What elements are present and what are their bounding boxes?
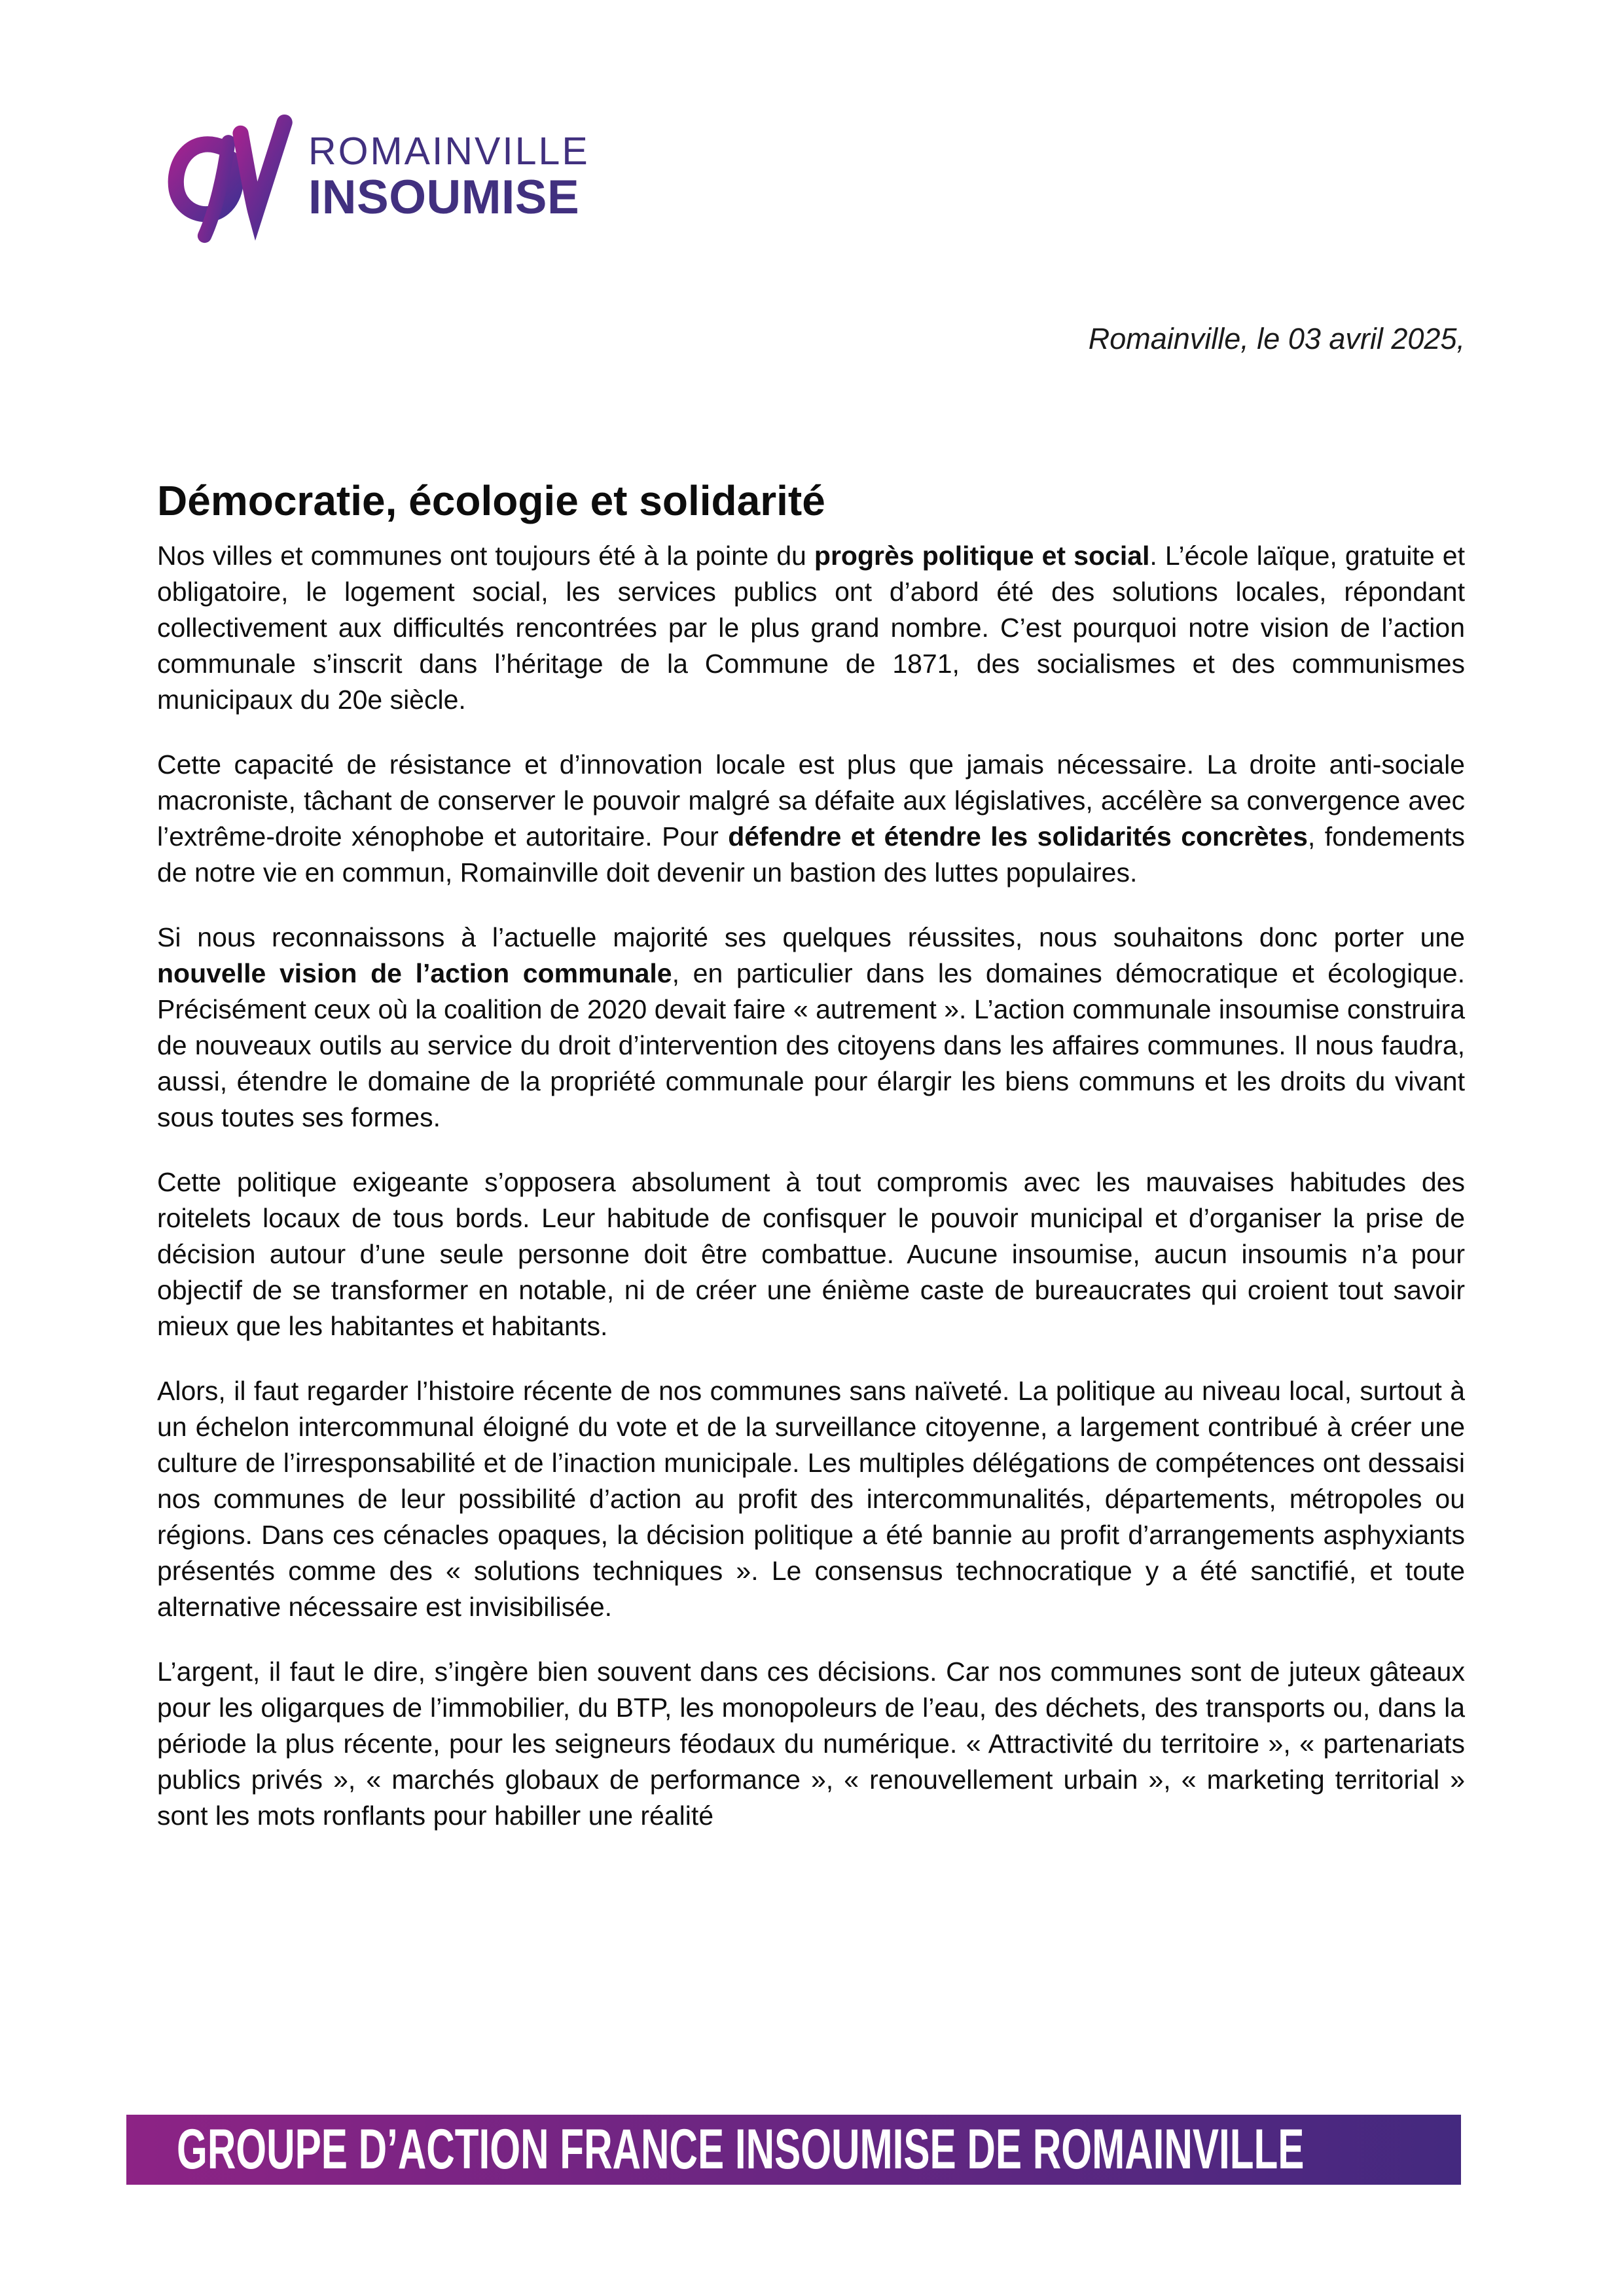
date-line: Romainville, le 03 avril 2025,	[1088, 322, 1465, 355]
footer-banner	[126, 2115, 1461, 2185]
paragraph-bold-segment: progrès politique et social	[814, 541, 1150, 571]
logo-brand-top: ROMAINVILLE	[308, 130, 590, 173]
paragraph-segment: . L’école laïque, gratuite et obligatoire, le logement social, les services publics ont d’abord été des solutions locales, répondant collectivement aux difficultés rencontrées par le plus grand nombre. C’est pourquoi notre vision de l’action communale s’inscrit dans l’héritage de la Commune de 1871, des socialismes et des communismes municipaux du 20e siècle.	[157, 541, 1465, 715]
page-title: Démocratie, écologie et solidarité	[157, 476, 825, 524]
paragraph	[157, 1373, 1465, 1625]
paragraph-segment: Nos villes et communes ont toujours été à la pointe du	[157, 541, 814, 571]
paragraph-bold-segment: nouvelle vision de l’action communale	[157, 958, 672, 988]
logo-text	[308, 130, 590, 224]
paragraph-segment: Cette capacité de résistance et d’innovation locale est plus que jamais nécessaire. La droite anti-sociale macroniste, tâchant de conserver le pouvoir malgré sa défaite aux législatives, accélère sa convergence avec l’extrême-droite xénophobe et autoritaire. Pour	[157, 749, 1465, 852]
paragraph-segment: , fondements de notre vie en commun, Romainville doit devenir un bastion des luttes populaires.	[157, 821, 1466, 888]
logo-brand-bottom: INSOUMISE	[308, 171, 580, 224]
footer-banner-text: GROUPE D’ACTION FRANCE INSOUMISE DE ROMAINVILLE	[177, 2118, 1305, 2181]
paragraph	[157, 920, 1465, 1136]
logo-phi-check-icon	[165, 105, 299, 249]
paragraph	[157, 538, 1465, 718]
logo	[165, 105, 590, 249]
paragraph-segment: Alors, il faut regarder l’histoire récente de nos communes sans naïveté. La politique au niveau local, surtout à un échelon intercommunal éloigné du vote et de la surveillance citoyenne, a largement contribué à créer une culture de l’irresponsabilité et de l’inaction municipale. Les multiples délégations de compétences ont dessaisi nos communes de leur possibilité d’action au profit des intercommunalités, départements, métropoles ou régions. Dans ces cénacles opaques, la décision politique a été bannie au profit d’arrangements asphyxiants présentés comme des « solutions techniques ». Le consensus technocratique y a été sanctifié, et toute alternative nécessaire est invisibilisée.	[157, 1376, 1465, 1622]
paragraph-segment: Cette politique exigeante s’opposera absolument à tout compromis avec les mauvaises habitudes des roitelets locaux de tous bords. Leur habitude de confisquer le pouvoir municipal et d’organiser la prise de décision autour d’une seule personne doit être combattue. Aucune insoumise, aucun insoumis n’a pour objectif de se transformer en notable, ni de créer une énième caste de bureaucrates qui croient tout savoir mieux que les habitantes et habitants.	[157, 1167, 1465, 1341]
paragraph-bold-segment: défendre et étendre les solidarités concrètes	[728, 821, 1308, 852]
paragraph	[157, 747, 1465, 891]
paragraph-segment: L’argent, il faut le dire, s’ingère bien souvent dans ces décisions. Car nos communes sont de juteux gâteaux pour les oligarques de l’immobilier, du BTP, les monopoleurs de l’eau, des déchets, des transports ou, dans la période la plus récente, pour les seigneurs féodaux du numérique. « Attractivité du territoire », « partenariats publics privés », « marchés globaux de performance », « renouvellement urbain », « marketing territorial » sont les mots ronflants pour habiller une réalité	[157, 1657, 1465, 1831]
body-paragraphs	[157, 538, 1465, 1863]
paragraph	[157, 1164, 1465, 1344]
paragraph-segment: Si nous reconnaissons à l’actuelle majorité ses quelques réussites, nous souhaitons donc porter une	[157, 922, 1465, 952]
paragraph-segment: , en particulier dans les domaines démocratique et écologique. Précisément ceux où la coalition de 2020 devait faire « autrement ». L’action communale insoumise construira de nouveaux outils au service du droit d’intervention des citoyens dans les affaires communes. Il nous faudra, aussi, étendre le domaine de la propriété communale pour élargir les biens communs et les droits du vivant sous toutes ses formes.	[157, 958, 1465, 1132]
paragraph	[157, 1654, 1465, 1834]
